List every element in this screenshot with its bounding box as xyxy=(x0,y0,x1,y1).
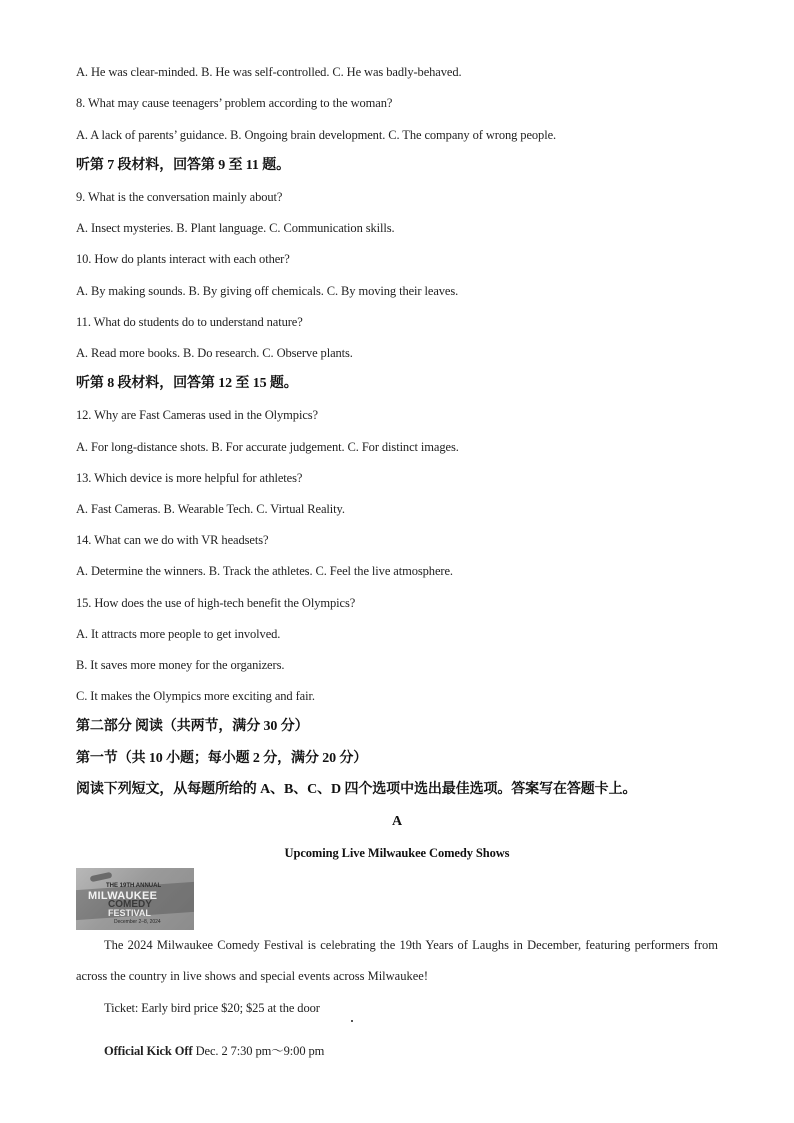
q14-question: 14. What can we do with VR headsets? xyxy=(76,533,269,547)
q9-options: A. Insect mysteries. B. Plant language. C. Communication skills. xyxy=(76,221,395,235)
q13-options: A. Fast Cameras. B. Wearable Tech. C. Virtual Reality. xyxy=(76,502,345,516)
q12-question: 12. Why are Fast Cameras used in the Olympics? xyxy=(76,408,318,422)
q14-options: A. Determine the winners. B. Track the athletes. C. Feel the live atmosphere. xyxy=(76,564,453,578)
q10-question: 10. How do plants interact with each other? xyxy=(76,252,290,266)
q15-question: 15. How does the use of high-tech benefit the Olympics? xyxy=(76,596,356,610)
q9-question: 9. What is the conversation mainly about? xyxy=(76,190,283,204)
q8-options: A. A lack of parents’ guidance. B. Ongoing brain development. C. The company of wrong people. xyxy=(76,128,557,142)
passage-title: Upcoming Live Milwaukee Comedy Shows xyxy=(284,846,510,860)
q15-option-b: B. It saves more money for the organizers. xyxy=(76,658,285,672)
section-heading-7: 听第 7 段材料，回答第 9 至 11 题。 xyxy=(76,158,291,173)
q11-question: 11. What do students do to understand nature? xyxy=(76,315,303,329)
q15-option-c: C. It makes the Olympics more exciting and fair. xyxy=(76,689,315,703)
q10-options: A. By making sounds. B. By giving off chemicals. C. By moving their leaves. xyxy=(76,284,459,298)
section-one-heading: 第一节（共 10 小题；每小题 2 分，满分 20 分） xyxy=(76,751,368,766)
ticket-info: Ticket: Early bird price $20; $25 at the door xyxy=(104,1001,320,1015)
passage-letter: A xyxy=(391,814,402,829)
kickoff-info xyxy=(104,1043,324,1059)
q13-question: 13. Which device is more helpful for athletes? xyxy=(76,471,303,485)
q15-option-a: A. It attracts more people to get involved. xyxy=(76,627,281,641)
kickoff-time: Dec. 2 7:30 pm～9:00 pm xyxy=(192,1044,325,1058)
part-two-heading: 第二部分 阅读（共两节，满分 30 分） xyxy=(76,719,309,734)
passage-paragraph: The 2024 Milwaukee Comedy Festival is celebrating the 19th Years of Laughs in December, featuring performers from across the country in live shows and special events across Milwaukee! xyxy=(76,938,718,983)
q12-options: A. For long-distance shots. B. For accurate judgement. C. For distinct images. xyxy=(76,440,459,454)
kickoff-label: Official Kick Off xyxy=(104,1044,193,1058)
microphone-icon xyxy=(90,872,113,882)
reading-instructions: 阅读下列短文，从每题所给的 A、B、C、D 四个选项中选出最佳选项。答案写在答题卡上。 xyxy=(76,782,637,797)
q8-question: 8. What may cause teenagers’ problem according to the woman? xyxy=(76,96,393,110)
section-heading-8: 听第 8 段材料，回答第 12 至 15 题。 xyxy=(76,376,298,391)
q7-options: A. He was clear-minded. B. He was self-controlled. C. He was badly-behaved. xyxy=(76,65,462,79)
q11-options: A. Read more books. B. Do research. C. Observe plants. xyxy=(76,346,353,360)
comedy-festival-logo: THE 19TH ANNUAL MILWAUKEE COMEDY FESTIVAL December 2–8, 2024 xyxy=(76,868,194,930)
